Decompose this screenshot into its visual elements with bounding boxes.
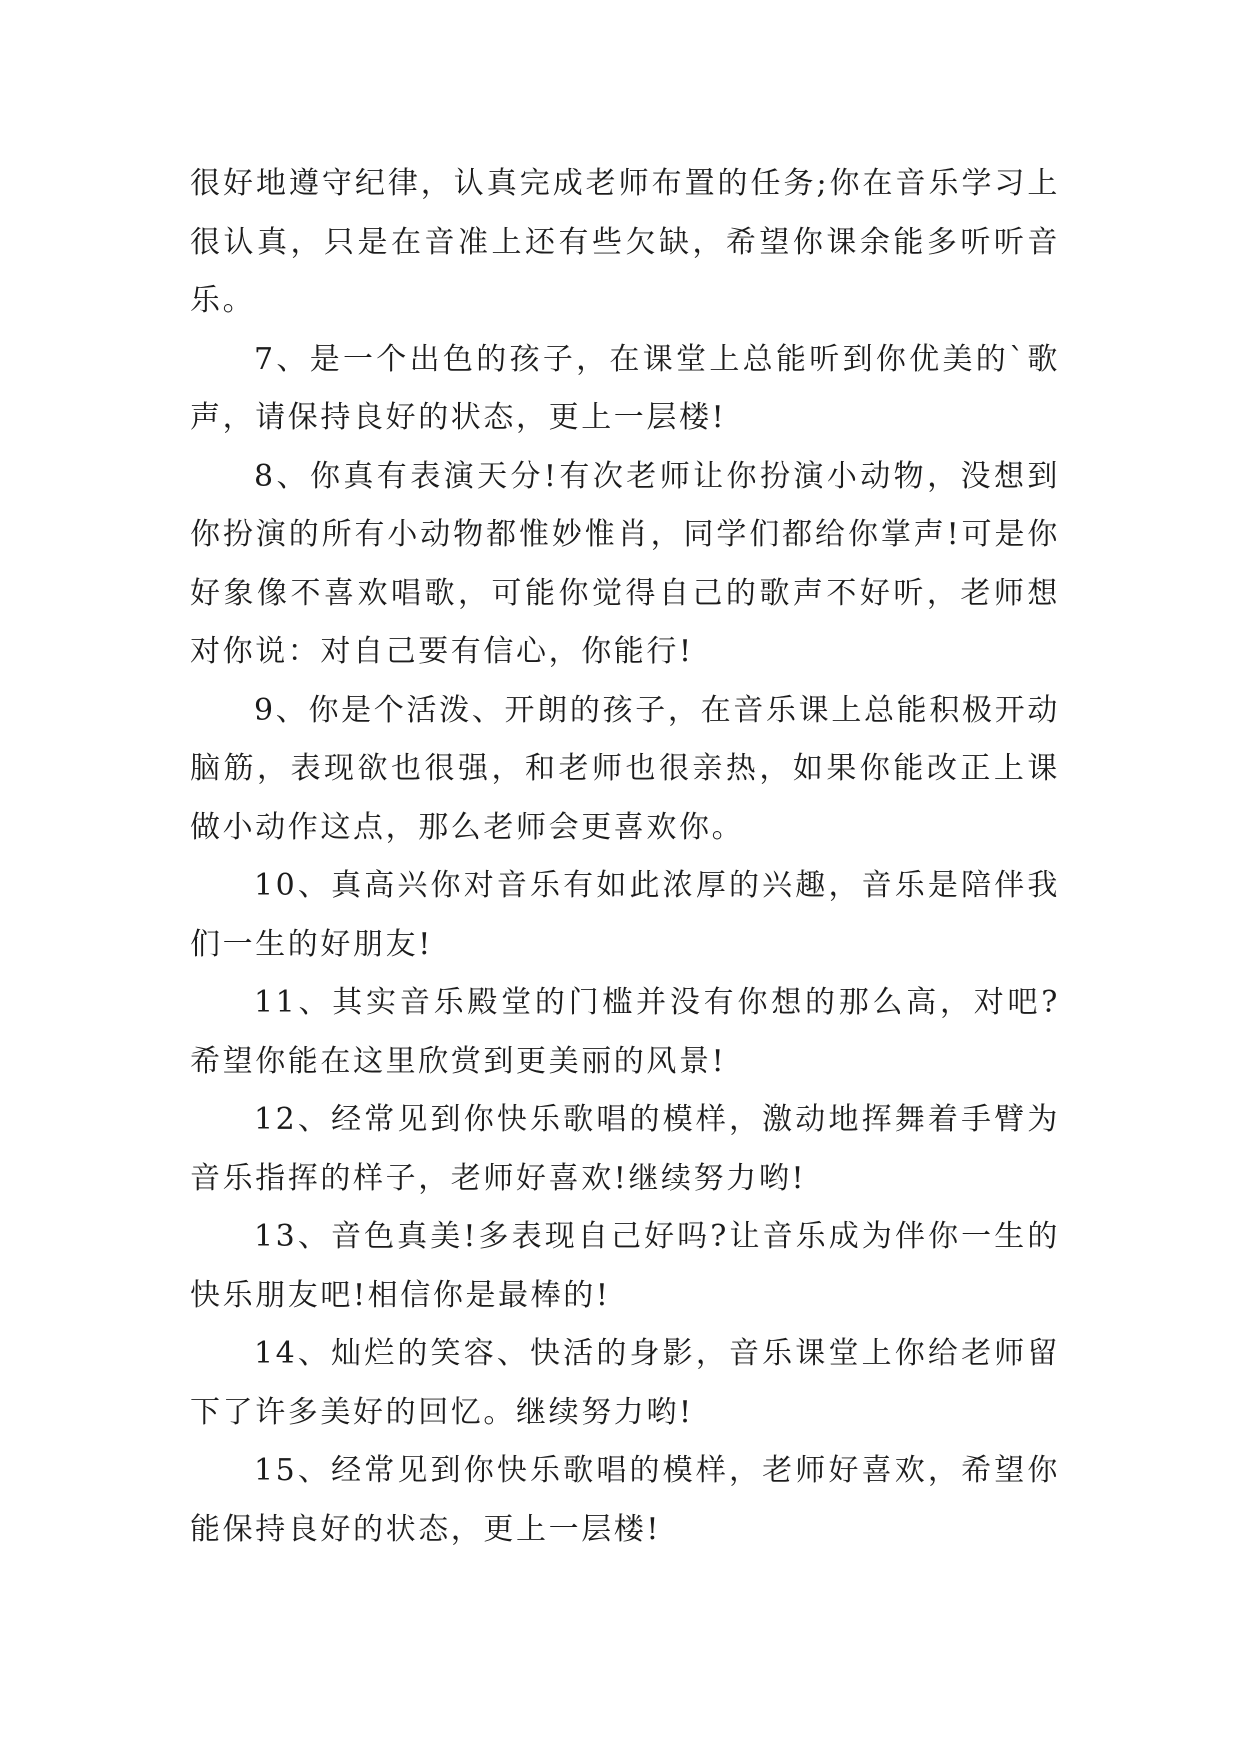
paragraph-continuation: 很好地遵守纪律，认真完成老师布置的任务;你在音乐学习上很认真，只是在音准上还有些欠缺，希望你课余能多听听音乐。: [190, 166, 1060, 318]
comment-item-8: 8、你真有表演天分!有次老师让你扮演小动物，没想到你扮演的所有小动物都惟妙惟肖，同学们都给你掌声!可是你好象像不喜欢唱歌，可能你觉得自己的歌声不好听，老师想对你说：对自己要有信心，你能行!: [190, 458, 1060, 669]
document-body: [190, 155, 1060, 1559]
comment-item-12: 12、经常见到你快乐歌唱的模样，激动地挥舞着手臂为音乐指挥的样子，老师好喜欢!继续努力哟!: [190, 1102, 1060, 1196]
comment-item-11: 11、其实音乐殿堂的门槛并没有你想的那么高，对吧?希望你能在这里欣赏到更美丽的风景!: [190, 985, 1060, 1079]
comment-item-7: 7、是一个出色的孩子，在课堂上总能听到你优美的`歌声，请保持良好的状态，更上一层楼!: [190, 341, 1060, 435]
comment-item-15: 15、经常见到你快乐歌唱的模样，老师好喜欢，希望你能保持良好的状态，更上一层楼!: [190, 1453, 1060, 1547]
comment-item-14: 14、灿烂的笑容、快活的身影，音乐课堂上你给老师留下了许多美好的回忆。继续努力哟!: [190, 1336, 1060, 1430]
comment-item-9: 9、你是个活泼、开朗的孩子，在音乐课上总能积极开动脑筋，表现欲也很强，和老师也很亲热，如果你能改正上课做小动作这点，那么老师会更喜欢你。: [190, 692, 1060, 845]
comment-item-10: 10、真高兴你对音乐有如此浓厚的兴趣，音乐是陪伴我们一生的好朋友!: [190, 868, 1060, 962]
comment-item-13: 13、音色真美!多表现自己好吗?让音乐成为伴你一生的快乐朋友吧!相信你是最棒的!: [190, 1219, 1060, 1313]
